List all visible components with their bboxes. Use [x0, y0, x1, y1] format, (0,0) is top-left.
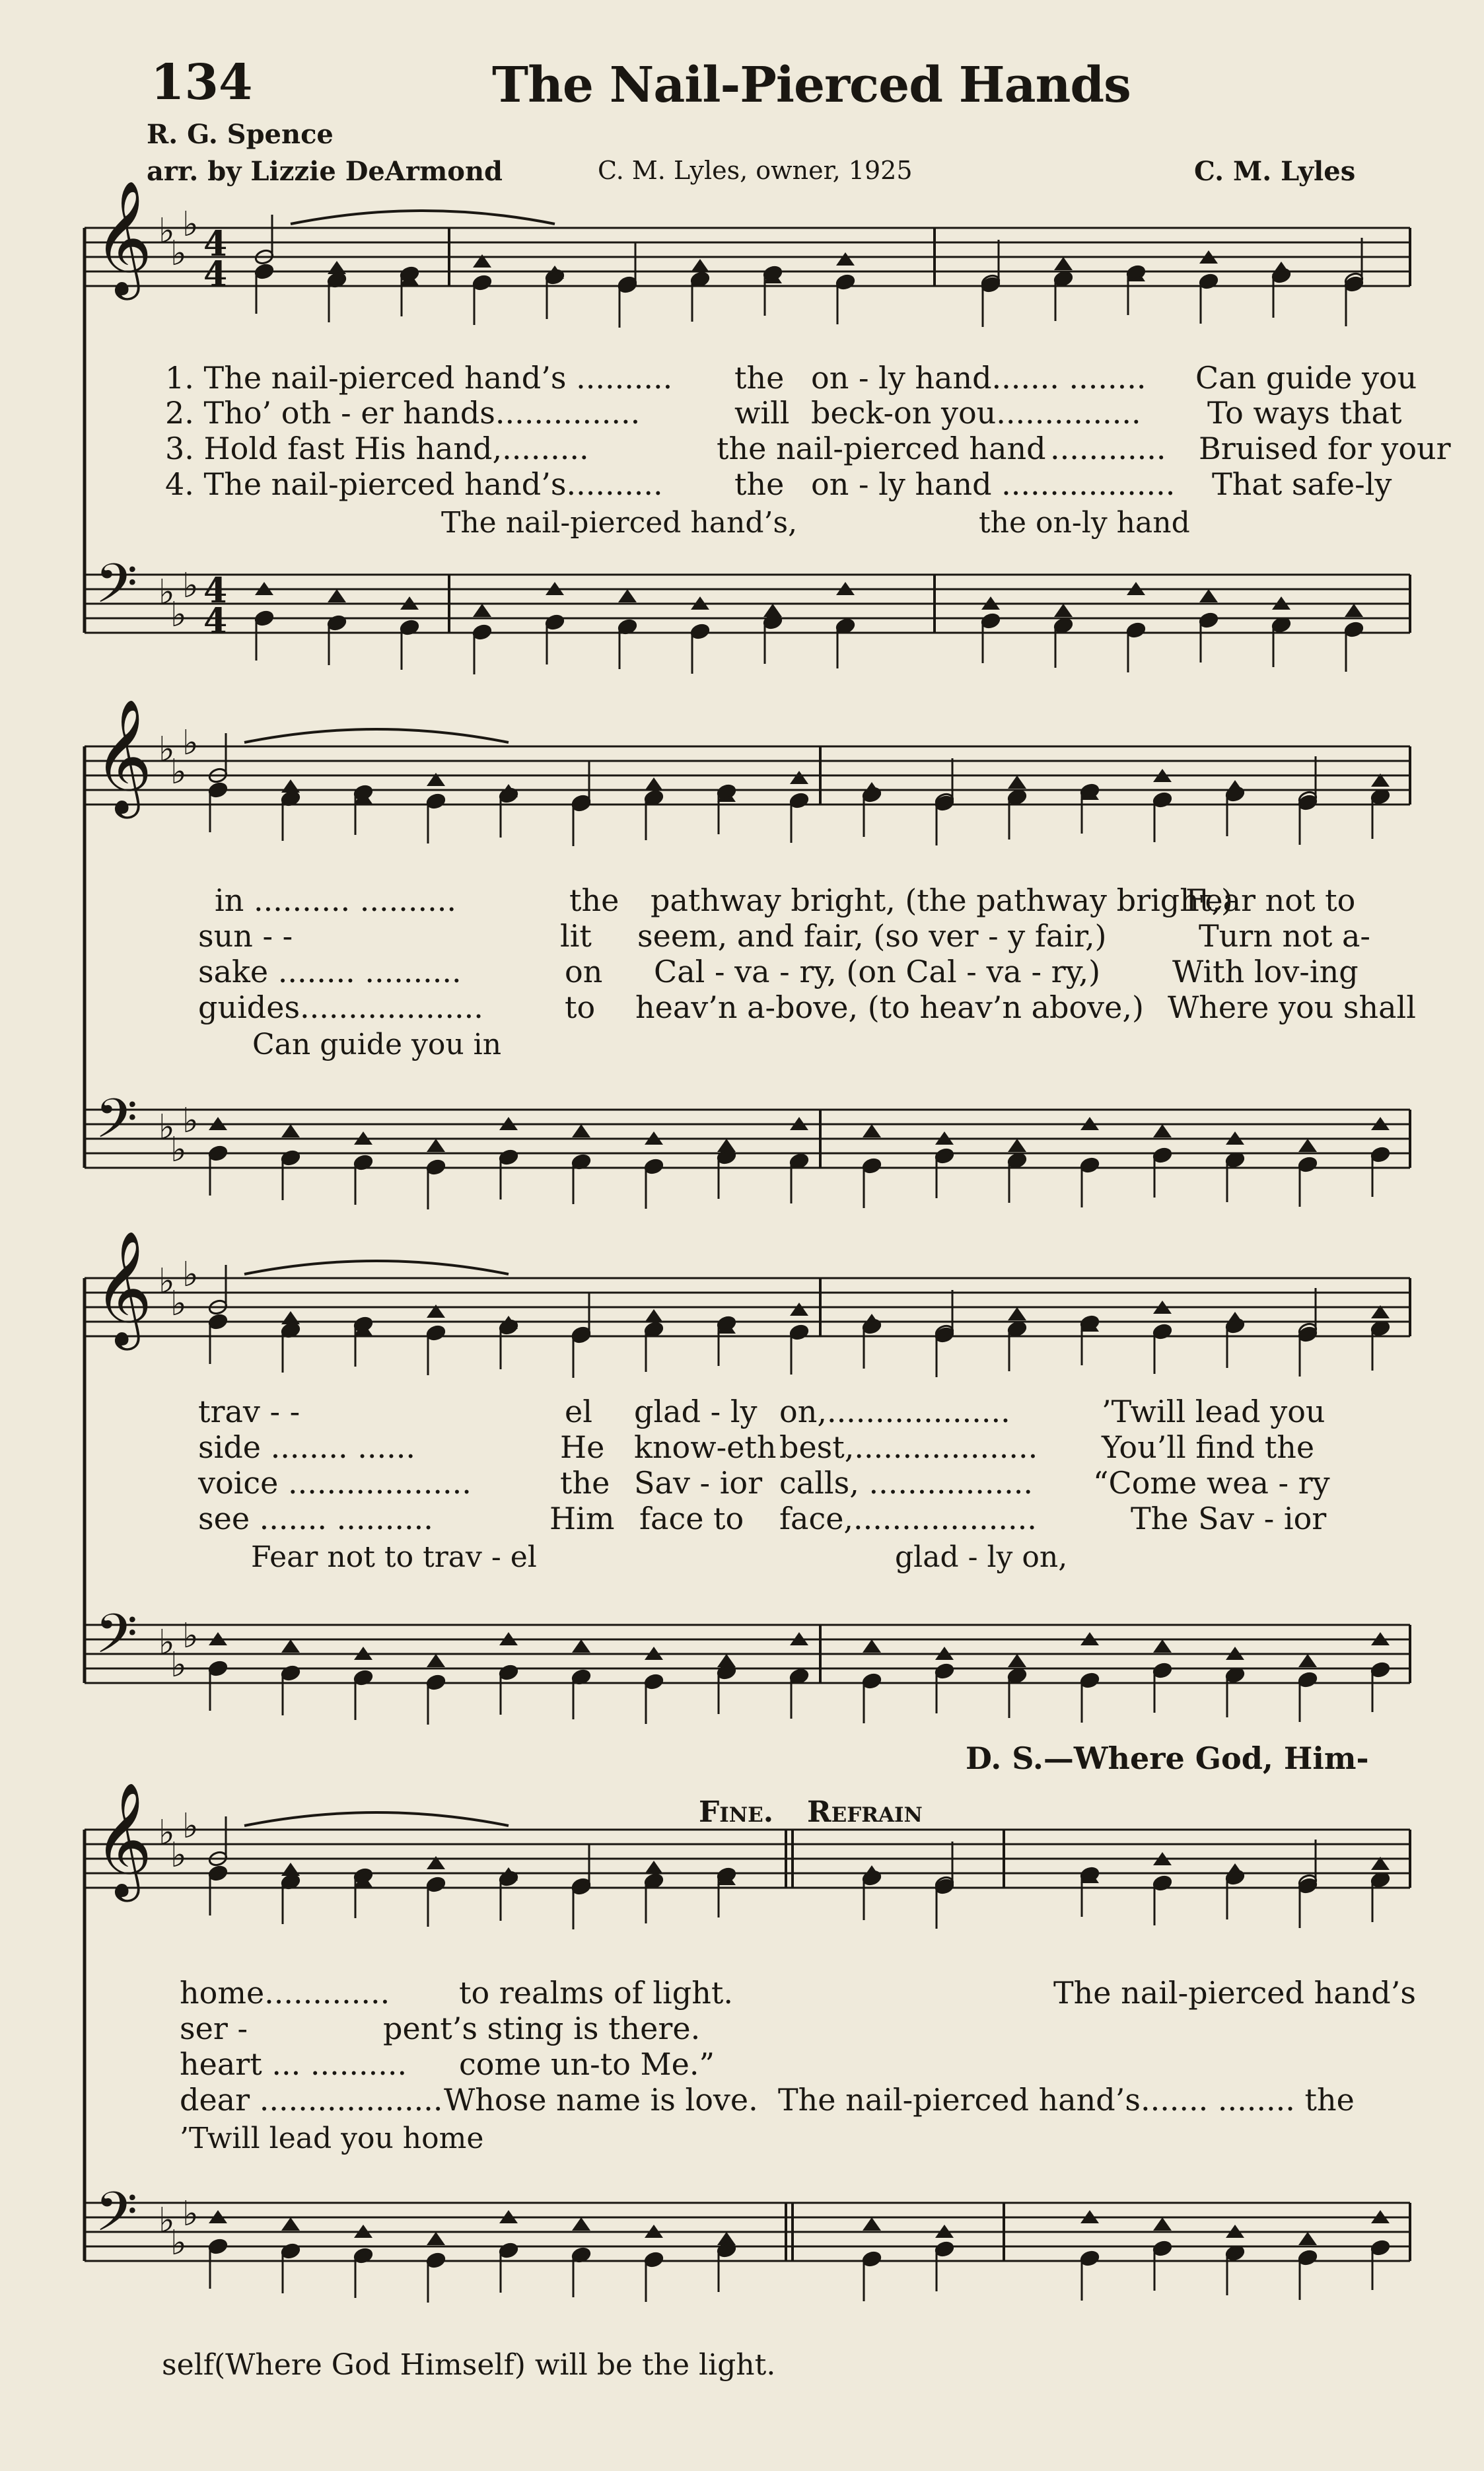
shape-note-head: [1298, 2232, 1317, 2245]
shape-note-head: [328, 589, 346, 602]
shape-note-head: [836, 252, 855, 266]
footer-lyric: self(Where God Himself) will be the light.: [162, 2348, 776, 2382]
key-signature-flat: ♭: [159, 573, 175, 612]
shape-note-head: [281, 1639, 300, 1653]
lyric-fragment: The Sav - ior: [1131, 1501, 1327, 1536]
time-signature-bottom: 4: [203, 601, 228, 641]
key-signature-flat: ♭: [159, 730, 175, 770]
time-signature-top: 4: [203, 571, 228, 611]
lyric-fragment: 1. The nail-pierced hand’s ..........: [165, 360, 673, 396]
shape-note-head: [572, 1124, 590, 1137]
shape-note-head: [1008, 775, 1026, 789]
shape-note-head: [1345, 604, 1363, 617]
shape-note-head: [281, 1863, 300, 1876]
lyric-fragment: That safe-ly: [1212, 466, 1392, 502]
bass-cue: glad - ly on,: [895, 1540, 1068, 1574]
key-signature-flat: ♭: [170, 595, 187, 635]
tie-arc: [291, 211, 555, 224]
lyric-fragment: heav’n a-bove, (to heav’n above,): [635, 989, 1144, 1025]
key-signature-flat: ♭: [159, 1262, 175, 1301]
shape-note-head: [427, 1139, 445, 1152]
lyric-fragment: home.............: [180, 1975, 390, 2011]
shape-note-head: [328, 261, 346, 274]
lyric-fragment: sun - -: [198, 918, 293, 954]
bass-clef: 𝄢: [95, 1602, 138, 1679]
shape-note-head: [1153, 1124, 1172, 1137]
lyric-fragment: best,...................: [779, 1429, 1038, 1465]
lyric-fragment: The nail-pierced hand’s: [1053, 1975, 1416, 2011]
lyric-fragment: the: [734, 466, 785, 502]
key-signature-flat: ♭: [182, 1616, 199, 1656]
shape-note-head: [1008, 1307, 1026, 1320]
lyric-fragment: Him: [549, 1501, 615, 1536]
lyric-fragment: Sav - ior: [634, 1465, 763, 1501]
bass-cue: Can guide you in: [252, 1028, 502, 1061]
shape-note-head: [645, 1861, 663, 1874]
lyric-fragment: heart ... ..........: [180, 2046, 407, 2082]
tie-arc: [244, 1812, 509, 1826]
lyric-fragment: in .......... ..........: [215, 882, 457, 918]
lyric-fragment: He: [560, 1429, 605, 1465]
shape-note-head: [790, 771, 808, 784]
shape-note-head: [1008, 1654, 1026, 1667]
lyric-fragment: side ........ ......: [198, 1429, 415, 1465]
shape-note-head: [572, 1639, 590, 1653]
refrain-label: Refrain: [807, 1795, 923, 1829]
shape-note-head: [1054, 604, 1073, 617]
composer-credit: C. M. Lyles: [1194, 156, 1356, 187]
treble-clef: 𝄞: [94, 699, 153, 814]
lyric-fragment: glad - ly: [634, 1394, 758, 1429]
bass-cue: The nail-pierced hand’s,: [441, 506, 798, 540]
lyric-fragment: 2. Tho’ oth - er hands...............: [165, 395, 641, 431]
key-signature-flat: ♭: [170, 752, 187, 792]
fine-label: Fine.: [699, 1795, 774, 1829]
dal-segno-instruction: D. S.—Where God, Him-: [966, 1740, 1369, 1776]
shape-note-head: [1008, 1139, 1026, 1152]
tie-arc: [244, 1261, 509, 1274]
shape-note-head: [473, 604, 491, 617]
key-signature-flat: ♭: [170, 1130, 187, 1170]
treble-clef: 𝄞: [94, 180, 153, 295]
shape-note-head: [691, 259, 709, 272]
lyric-fragment: know-eth: [634, 1429, 777, 1465]
bass-cue: ’Twill lead you home: [180, 2122, 484, 2155]
lyric-fragment: on,...................: [779, 1394, 1010, 1429]
words-credit: R. G. Spence: [147, 119, 334, 150]
treble-clef: 𝄞: [94, 1782, 153, 1897]
bass-clef: 𝄢: [95, 552, 138, 629]
lyric-fragment: ............: [1050, 431, 1166, 466]
key-signature-flat: ♭: [170, 234, 187, 273]
lyric-fragment: 3. Hold fast His hand,.........: [165, 431, 589, 466]
lyric-fragment: face,...................: [779, 1501, 1037, 1536]
shape-note-head: [1199, 589, 1218, 602]
lyric-fragment: the: [734, 360, 785, 396]
lyric-fragment: see ....... ..........: [198, 1501, 433, 1536]
bass-cue: the on-ly hand: [979, 506, 1190, 540]
bass-clef: 𝄢: [95, 1087, 138, 1164]
lyric-fragment: beck-on you...............: [811, 395, 1141, 431]
bass-clef: 𝄢: [95, 2180, 138, 2257]
shape-note-head: [1298, 1139, 1317, 1152]
key-signature-flat: ♭: [182, 1101, 199, 1141]
hymn-title: The Nail-Pierced Hands: [492, 57, 1131, 114]
key-signature-flat: ♭: [170, 2223, 187, 2263]
lyric-fragment: ’Twill lead you: [1102, 1394, 1325, 1429]
key-signature-flat: ♭: [170, 1645, 187, 1685]
lyric-fragment: To ways that: [1207, 395, 1402, 431]
shape-note-head: [281, 1124, 300, 1137]
lyric-fragment: Cal - va - ry, (on Cal - va - ry,): [654, 954, 1101, 989]
shape-note-head: [645, 777, 663, 791]
lyric-fragment: on - ly hand ..................: [811, 466, 1176, 502]
shape-note-head: [618, 589, 637, 602]
lyric-fragment: With lov-ing: [1172, 954, 1359, 989]
lyric-fragment: calls, .................: [779, 1465, 1034, 1501]
shape-note-head: [1153, 1639, 1172, 1653]
shape-note-head: [863, 1639, 881, 1653]
lyric-fragment: come un-to Me.”: [459, 2046, 715, 2082]
hymn-number: 134: [151, 54, 253, 111]
lyric-fragment: on - ly hand....... ........: [811, 360, 1147, 396]
lyric-fragment: voice ...................: [198, 1465, 472, 1501]
shape-note-head: [427, 1654, 445, 1667]
shape-note-head: [572, 2217, 590, 2231]
key-signature-flat: ♭: [159, 1623, 175, 1663]
lyric-fragment: pent’s sting is there.: [383, 2011, 701, 2046]
shape-note-head: [863, 2217, 881, 2231]
lyric-fragment: the: [569, 882, 619, 918]
key-signature-flat: ♭: [182, 205, 199, 244]
tie-arc: [244, 729, 509, 742]
shape-note-head: [1054, 257, 1073, 270]
lyric-fragment: The nail-pierced hand’s....... ........ the: [778, 2082, 1355, 2118]
lyric-fragment: to realms of light.: [459, 1975, 733, 2011]
shape-note-head: [281, 1311, 300, 1324]
lyric-fragment: sake ........ ..........: [198, 954, 462, 989]
lyric-fragment: Turn not a-: [1199, 918, 1370, 954]
key-signature-flat: ♭: [182, 1255, 199, 1295]
shape-note-head: [281, 2217, 300, 2231]
lyric-fragment: You’ll find the: [1102, 1429, 1315, 1465]
key-signature-flat: ♭: [159, 2201, 175, 2240]
lyric-fragment: el: [565, 1394, 592, 1429]
key-signature-flat: ♭: [182, 2194, 199, 2234]
key-signature-flat: ♭: [170, 1836, 187, 1875]
key-signature-flat: ♭: [182, 566, 199, 606]
key-signature-flat: ♭: [159, 211, 175, 251]
lyric-fragment: seem, and fair, (so ver - y fair,): [637, 918, 1107, 954]
lyric-fragment: ser -: [180, 2011, 248, 2046]
shape-note-head: [1298, 1654, 1317, 1667]
lyric-fragment: face to: [639, 1501, 744, 1536]
key-signature-flat: ♭: [159, 1108, 175, 1147]
lyric-fragment: trav - -: [198, 1394, 300, 1429]
copyright-notice: C. M. Lyles, owner, 1925: [598, 156, 913, 185]
time-signature-top: 4: [203, 224, 228, 264]
lyric-fragment: dear ...................: [180, 2082, 443, 2118]
lyric-fragment: lit: [560, 918, 592, 954]
lyric-fragment: Bruised for your: [1199, 431, 1451, 466]
shape-note-head: [645, 1309, 663, 1322]
lyric-fragment: pathway bright, (the pathway bright,): [651, 882, 1233, 918]
arranger-credit: arr. by Lizzie DeArmond: [147, 156, 503, 187]
lyric-fragment: Whose name is love.: [444, 2082, 758, 2118]
key-signature-flat: ♭: [182, 1807, 199, 1846]
lyric-fragment: guides...................: [198, 989, 483, 1025]
lyric-fragment: the: [560, 1465, 610, 1501]
bass-cue: Fear not to trav - el: [251, 1540, 537, 1574]
lyric-fragment: Where you shall: [1168, 989, 1416, 1025]
shape-note-head: [427, 2232, 445, 2245]
lyric-fragment: to: [565, 989, 596, 1025]
key-signature-flat: ♭: [182, 723, 199, 763]
lyric-fragment: “Come wea - ry: [1093, 1465, 1330, 1501]
shape-note-head: [863, 1124, 881, 1137]
time-signature-bottom: 4: [203, 254, 228, 295]
lyric-fragment: Can guide you: [1195, 360, 1417, 396]
lyric-fragment: the nail-pierced hand: [717, 431, 1046, 466]
shape-note-head: [281, 779, 300, 793]
lyric-fragment: will: [734, 395, 790, 431]
treble-clef: 𝄞: [94, 1231, 153, 1345]
lyric-fragment: 4. The nail-pierced hand’s..........: [165, 466, 663, 502]
key-signature-flat: ♭: [170, 1284, 187, 1324]
shape-note-head: [1153, 2217, 1172, 2231]
shape-note-head: [790, 1303, 808, 1316]
key-signature-flat: ♭: [159, 1813, 175, 1853]
lyric-fragment: on: [565, 954, 603, 989]
lyric-fragment: Fear not to: [1185, 882, 1356, 918]
